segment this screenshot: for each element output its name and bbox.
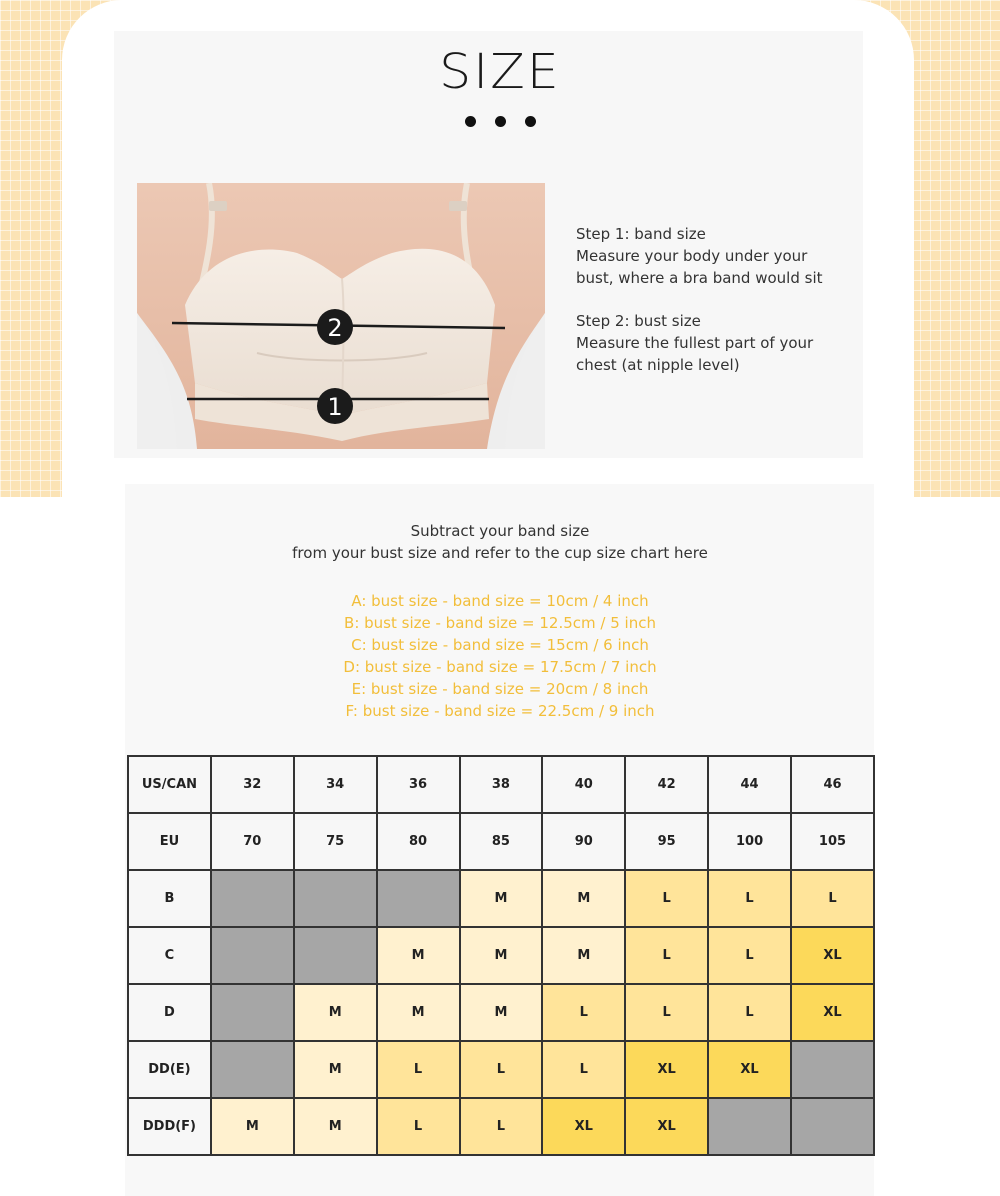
formula-c: C: bust size - band size = 15cm / 6 inch [351, 636, 649, 654]
size-cell: L [708, 927, 791, 984]
intro-line-2: from your bust size and refer to the cup size chart here [292, 544, 708, 562]
size-cell: XL [791, 927, 874, 984]
measurement-steps [576, 223, 856, 376]
size-header-cell: 40 [542, 756, 625, 813]
cup-size-intro [0, 520, 1000, 564]
table-header-row [128, 756, 874, 813]
cup-formula-list [0, 590, 1000, 722]
size-cell: L [625, 927, 708, 984]
step-1 [576, 223, 856, 289]
unavailable-cell [294, 870, 377, 927]
size-cell: L [625, 870, 708, 927]
size-cell: XL [625, 1098, 708, 1155]
dot-icon [495, 116, 506, 127]
size-cell: XL [791, 984, 874, 1041]
size-header-cell: 46 [791, 756, 874, 813]
bra-measurement-photo [137, 183, 545, 449]
row-label: DDD(F) [128, 1098, 211, 1155]
size-cell: M [542, 870, 625, 927]
size-cell: M [294, 1041, 377, 1098]
unavailable-cell [791, 1098, 874, 1155]
size-header-cell: 95 [625, 813, 708, 870]
size-cell: M [460, 927, 543, 984]
size-cell: M [294, 1098, 377, 1155]
table-row [128, 984, 874, 1041]
size-cell: L [460, 1041, 543, 1098]
size-header-cell: 70 [211, 813, 294, 870]
table-row [128, 870, 874, 927]
row-label: D [128, 984, 211, 1041]
row-label: US/CAN [128, 756, 211, 813]
step-2-text-1: Measure the fullest part of your [576, 334, 814, 352]
unavailable-cell [294, 927, 377, 984]
size-header-cell: 105 [791, 813, 874, 870]
size-cell: L [708, 870, 791, 927]
formula-b: B: bust size - band size = 12.5cm / 5 inch [344, 614, 656, 632]
page-title: SIZE [439, 44, 561, 100]
row-label: DD(E) [128, 1041, 211, 1098]
table-header-row [128, 813, 874, 870]
size-header-cell: 32 [211, 756, 294, 813]
unavailable-cell [708, 1098, 791, 1155]
unavailable-cell [211, 927, 294, 984]
size-cell: M [377, 984, 460, 1041]
size-cell: L [625, 984, 708, 1041]
size-cell: M [542, 927, 625, 984]
row-label: EU [128, 813, 211, 870]
size-header-cell: 36 [377, 756, 460, 813]
dot-icon [465, 116, 476, 127]
size-chart-table [127, 755, 875, 1156]
measure-marker-1: 1 [327, 393, 343, 421]
size-header-cell: 34 [294, 756, 377, 813]
unavailable-cell [211, 870, 294, 927]
size-cell: XL [542, 1098, 625, 1155]
unavailable-cell [791, 1041, 874, 1098]
dot-icon [525, 116, 536, 127]
table-row [128, 927, 874, 984]
size-header-cell: 44 [708, 756, 791, 813]
size-header-cell: 42 [625, 756, 708, 813]
unavailable-cell [211, 1041, 294, 1098]
step-1-heading: Step 1: band size [576, 225, 706, 243]
row-label: B [128, 870, 211, 927]
size-header-cell: 75 [294, 813, 377, 870]
step-1-text-1: Measure your body under your [576, 247, 808, 265]
size-cell: L [708, 984, 791, 1041]
size-cell: L [791, 870, 874, 927]
size-cell: L [542, 984, 625, 1041]
size-cell: XL [708, 1041, 791, 1098]
size-cell: M [460, 870, 543, 927]
formula-e: E: bust size - band size = 20cm / 8 inch [351, 680, 649, 698]
formula-d: D: bust size - band size = 17.5cm / 7 inch [343, 658, 657, 676]
step-2 [576, 310, 856, 376]
table-row [128, 1041, 874, 1098]
size-header-cell: 38 [460, 756, 543, 813]
size-cell: M [294, 984, 377, 1041]
size-cell: M [211, 1098, 294, 1155]
size-cell: M [460, 984, 543, 1041]
size-cell: L [377, 1098, 460, 1155]
size-header-cell: 85 [460, 813, 543, 870]
step-2-heading: Step 2: bust size [576, 312, 701, 330]
size-cell: L [377, 1041, 460, 1098]
row-label: C [128, 927, 211, 984]
size-header-cell: 90 [542, 813, 625, 870]
size-cell: M [377, 927, 460, 984]
size-cell: L [542, 1041, 625, 1098]
intro-line-1: Subtract your band size [410, 522, 590, 540]
formula-a: A: bust size - band size = 10cm / 4 inch [351, 592, 649, 610]
formula-f: F: bust size - band size = 22.5cm / 9 inch [345, 702, 655, 720]
size-header-cell: 100 [708, 813, 791, 870]
title-dots [465, 116, 537, 128]
size-cell: L [460, 1098, 543, 1155]
table-row [128, 1098, 874, 1155]
unavailable-cell [211, 984, 294, 1041]
unavailable-cell [377, 870, 460, 927]
step-1-text-2: bust, where a bra band would sit [576, 269, 823, 287]
measure-marker-2: 2 [327, 314, 343, 342]
size-header-cell: 80 [377, 813, 460, 870]
size-cell: XL [625, 1041, 708, 1098]
step-2-text-2: chest (at nipple level) [576, 356, 740, 374]
